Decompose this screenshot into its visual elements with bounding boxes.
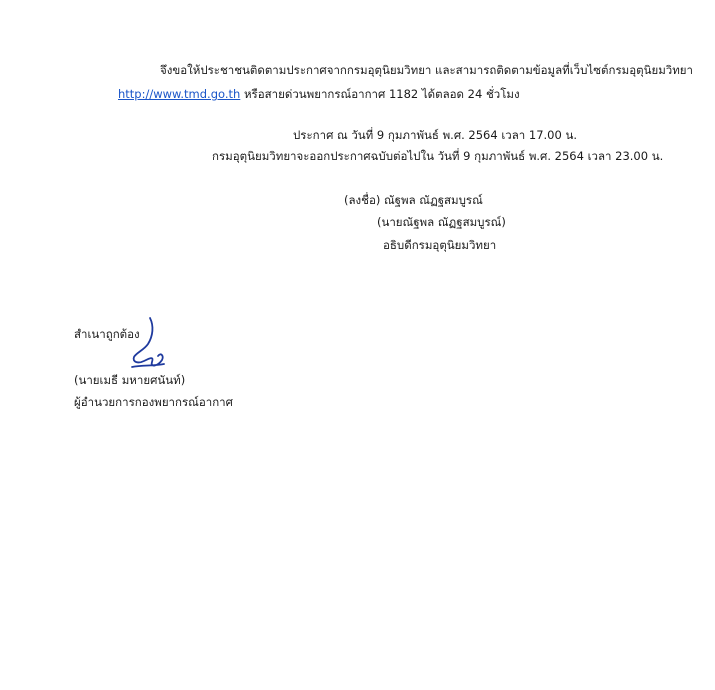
notice-line-1: จึงขอให้ประชาชนติดตามประกาศจากกรมอุตุนิยมวิทยา และสามารถติดตามข้อมูลที่เว็บไซต์กรมอุตุนิยมวิทยา: [160, 63, 694, 77]
certified-copy-label: สำเนาถูกต้อง: [74, 327, 140, 341]
signed-by: (ลงชื่อ) ณัฐพล ณัฏฐสมบูรณ์: [344, 193, 483, 207]
certifier-name: (นายเมธี มหายศนันท์): [74, 373, 186, 387]
hotline-text: หรือสายด่วนพยากรณ์อากาศ 1182 ได้ตลอด 24 ชั่วโมง: [243, 87, 520, 101]
certifier-title: ผู้อำนวยการกองพยากรณ์อากาศ: [74, 395, 233, 409]
signatory-title: อธิบดีกรมอุตุนิยมวิทยา: [383, 238, 497, 252]
signatory-name: (นายณัฐพล ณัฏฐสมบูรณ์): [377, 215, 506, 229]
handwritten-signature: [128, 316, 168, 372]
tmd-website-link[interactable]: http://www.tmd.go.th: [118, 87, 241, 101]
next-announcement: กรมอุตุนิยมวิทยาจะออกประกาศฉบับต่อไปใน วันที่ 9 กุมภาพันธ์ พ.ศ. 2564 เวลา 23.00 น.: [212, 149, 664, 163]
announcement-datetime: ประกาศ ณ วันที่ 9 กุมภาพันธ์ พ.ศ. 2564 เวลา 17.00 น.: [293, 128, 577, 142]
notice-line-2: [118, 86, 520, 102]
